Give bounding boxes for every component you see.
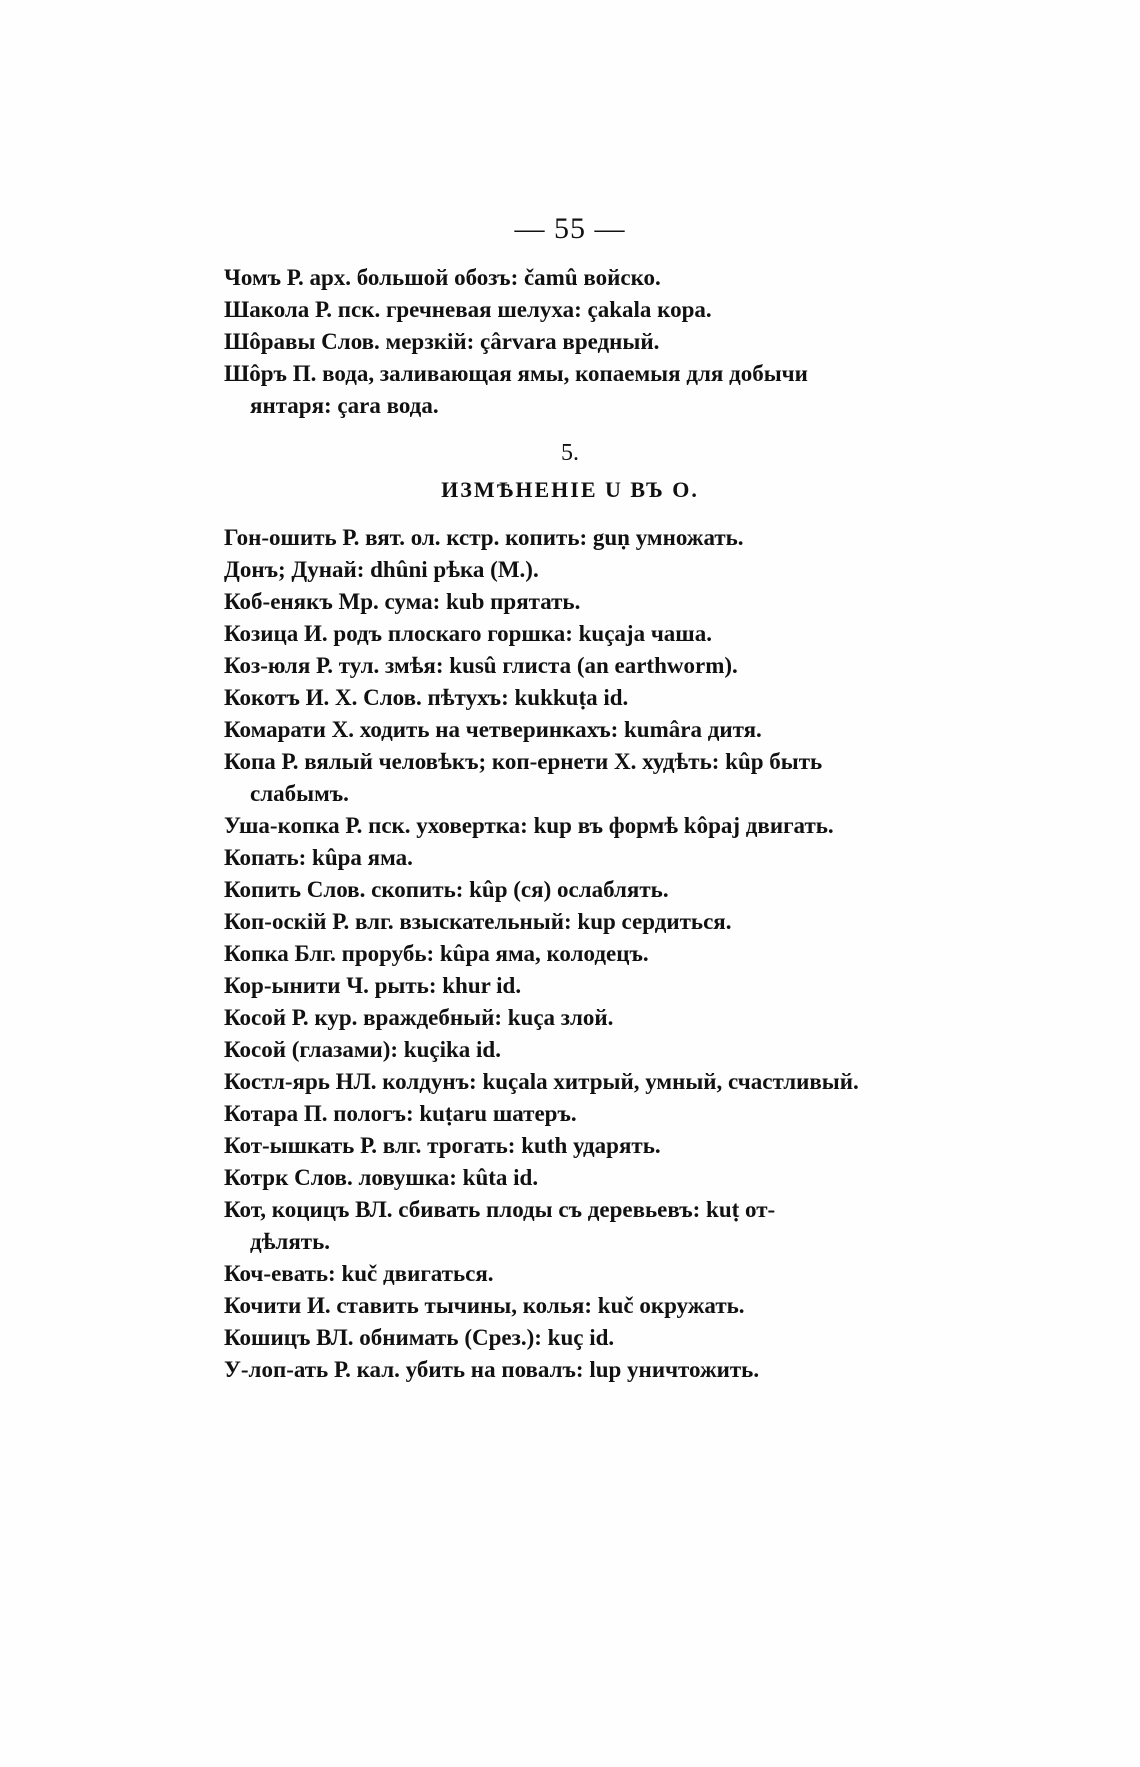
dictionary-entry: Шакола Р. пск. гречневая шелуха: çakala кора. (224, 297, 712, 322)
dictionary-entry: Гон-ошить Р. вят. ол. кстр. копить: guṇ умножать. (224, 525, 744, 550)
dictionary-entry: Косой (глазами): kuçika id. (224, 1037, 501, 1062)
dictionary-entry: Котара П. пологъ: kuṭaru шатеръ. (224, 1101, 577, 1126)
dictionary-entry: Копить Слов. скопить: kûp (ся) ослаблять. (224, 877, 669, 902)
dictionary-entry: Коз-юля Р. тул. змѣя: kusû глиста (an earthworm). (224, 653, 738, 678)
dictionary-entry-continuation: янтаря: çara вода. (250, 393, 439, 418)
dictionary-entry: Кошицъ ВЛ. обнимать (Срез.): kuç id. (224, 1325, 615, 1350)
dictionary-entry: Уша-копка Р. пск. уховертка: kup въ формѣ kôpaj двигать. (224, 813, 834, 838)
page-number: — 55 — (514, 212, 626, 245)
dictionary-entry: Коб-енякъ Мр. сума: kub прятать. (224, 589, 581, 614)
dictionary-entry: Кот-ышкать Р. влг. трогать: kuth ударять. (224, 1133, 661, 1158)
entry-list-top (224, 262, 914, 422)
dictionary-entry: Комарати Х. ходить на четверинкахъ: kumâra дитя. (224, 717, 762, 742)
dictionary-entry: Коч-евать: kuč двигаться. (224, 1261, 494, 1286)
dictionary-entry: Шôръ П. вода, заливающая ямы, копаемыя для добычи (224, 361, 808, 386)
dictionary-entry: Коп-оскій Р. влг. взыскательный: kup сердиться. (224, 909, 732, 934)
dictionary-entry: Косой Р. кур. враждебный: kuça злой. (224, 1005, 614, 1030)
dictionary-entry: Кочити И. ставить тычины, колья: kuč окружать. (224, 1293, 745, 1318)
entry-list-section-5 (224, 522, 914, 1386)
dictionary-entry-continuation: дѣлять. (250, 1229, 330, 1254)
dictionary-entry: Кор-ынити Ч. рыть: khur id. (224, 973, 522, 998)
dictionary-entry: Копа Р. вялый человѣкъ; коп-ернети Х. худѣть: kûp быть (224, 749, 823, 774)
dictionary-entry: Кот, коцицъ ВЛ. сбивать плоды съ деревьевъ: kuṭ от- (224, 1197, 776, 1222)
section-number: 5. (561, 440, 579, 466)
section-heading: ИЗМѢНЕНІЕ U ВЪ O. (441, 477, 699, 502)
dictionary-entry: Котрк Слов. ловушка: kûta id. (224, 1165, 539, 1190)
dictionary-entry: Донъ; Дунай: dhûni рѣка (М.). (224, 557, 539, 582)
dictionary-entry-continuation: слабымъ. (250, 781, 349, 806)
dictionary-entry: Козица И. родъ плоскаго горшка: kuçaja чаша. (224, 621, 712, 646)
dictionary-entry: Шôравы Слов. мерзкій: çârvara вредный. (224, 329, 660, 354)
dictionary-entry: Кокотъ И. Х. Слов. пѣтухъ: kukkuṭa id. (224, 685, 629, 710)
dictionary-entry: Копка Блг. прорубь: kûpa яма, колодецъ. (224, 941, 649, 966)
dictionary-entry: Костл-ярь НЛ. колдунъ: kuçala хитрый, умный, счастливый. (224, 1069, 859, 1094)
dictionary-entry: Чомъ Р. арх. большой обозъ: čamû войско. (224, 265, 661, 290)
dictionary-entry: У-лоп-ать Р. кал. убить на повалъ: lup уничтожить. (224, 1357, 760, 1382)
dictionary-entry: Копать: kûpa яма. (224, 845, 413, 870)
